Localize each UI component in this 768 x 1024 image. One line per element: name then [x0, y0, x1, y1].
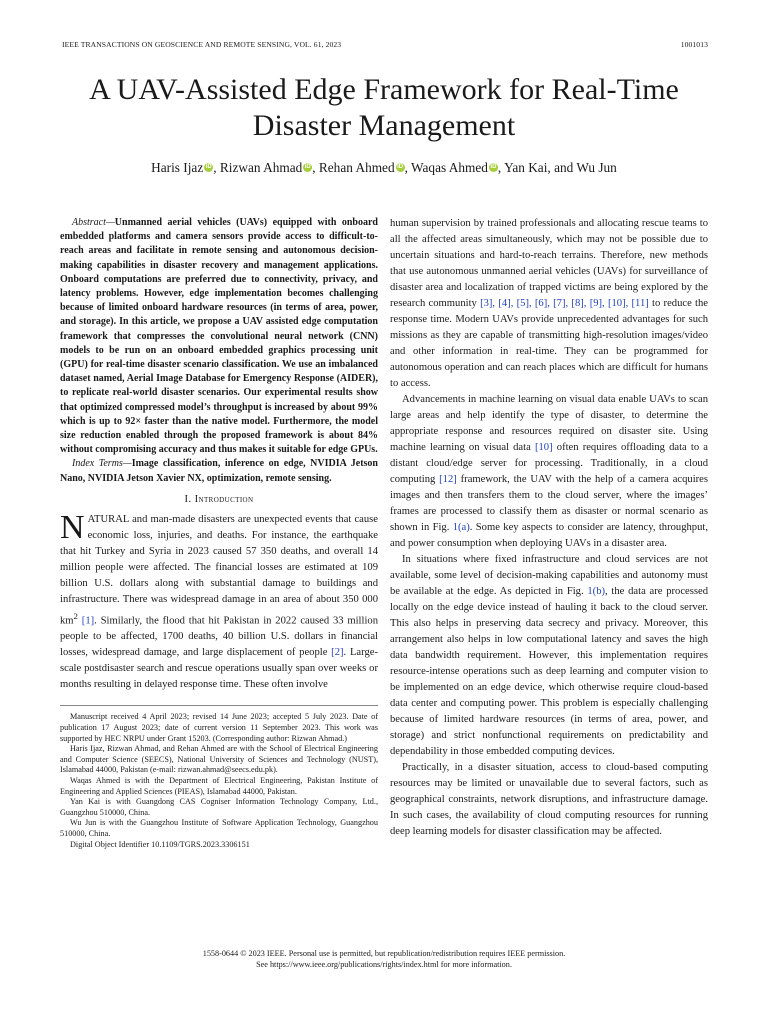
abstract-lead: Abstract— [72, 217, 115, 228]
citation-link[interactable]: [10] [534, 442, 553, 453]
citation-link[interactable]: [1] [81, 615, 95, 627]
abstract [60, 216, 378, 457]
author-1: Haris Ijaz [151, 160, 204, 175]
figure-link[interactable]: 1(a) [452, 522, 470, 533]
journal-name: IEEE TRANSACTIONS ON GEOSCIENCE AND REMOTE SENSING, VOL. 61, 2023 [62, 40, 342, 49]
author-3: Rehan Ahmed [318, 160, 395, 175]
footnote-affiliation-1: Haris Ijaz, Rizwan Ahmad, and Rehan Ahmed are with the School of Electrical Engineering and Computer Science (SEECS), National University of Sciences and Technology (NUST), Islamabad 44000, Pakistan (e-mail: rizwan.ahmad@seecs.edu.pk). [60, 744, 378, 775]
drop-cap: N [60, 508, 85, 546]
paragraph-text: . Some key aspects to consider are latency, throughput, and power consumption when deploying UAVs in a disaster area. [390, 522, 708, 549]
index-terms-lead: Index Terms— [72, 458, 132, 470]
right-column [390, 216, 708, 840]
right-paragraph-4: Practically, in a disaster situation, access to cloud-based computing resources may be limited or unavailable due to several factors, such as geographical constraints, network disruptions, and infrastructure damage. In such cases, the availability of cloud computing resources for running deep learning models for disaster classification may be affected. [390, 762, 708, 837]
author-4: Waqas Ahmed [411, 160, 488, 175]
citation-links[interactable]: [3], [4], [5], [6], [7], [8], [9], [10], [11] [480, 298, 649, 309]
orcid-icon[interactable]: iD [397, 164, 404, 170]
paragraph-text: human supervision by trained professionals and allocating rescue teams to all the affected areas simultaneously, which may not be possible due to uncertain situations and hard-to-reach terrains. Therefore, new methods that use autonomous unmanned aerial vehicles (UAVs) for surveillance of disaster area and localization of trapped victims are being explored by the research community [390, 218, 708, 309]
paragraph-text: often requires offloading data to a distant cloud/edge server for processing. Traditionally, in a cloud computing [390, 442, 708, 485]
paragraph-text: In situations where fixed infrastructure and cloud services are not available, some level of decision-making capabilities and autonomy must be available at the edge. As depicted in Fig. [390, 554, 708, 597]
drop-cap-rest: ATURAL [87, 513, 129, 525]
section-heading [60, 492, 378, 508]
paragraph-text: , the data are processed locally on the edge device instead of hauling it back to the cloud server. This also helps in preserving data secrecy and privacy. Moreover, this arrangement also helps in low computational latency and saves the high data bandwidth requirement. However, this implementation requires resource-intense operations such as deep learning and computer vision to be implemented on an edge device, which otherwise require cloud-based data center and computing power. This problem is especially challenging because of limited hardware resources (in terms of area, power, and storage) and strict nonfunctional requirements on predictability and dependability in those embedded computing devices. [390, 586, 708, 757]
orcid-icon[interactable]: iD [490, 164, 497, 170]
paragraph-text: to reduce the response time. Modern UAVs provide unprecedented advantages for such missions as they are capable of transmitting high-resolution images/video and other information in real-time. They can be programmed for autonomous operation and can reach places which are difficult for humans to access. [390, 298, 708, 389]
author-5: Yan Kai [504, 160, 548, 175]
citation-link[interactable]: [12] [439, 474, 457, 485]
intro-text-a: and man-made disasters are unexpected events that cause economic loss, injuries, and deaths. For instance, the earthquake that hit Turkey and Syria in 2023 caused 57 350 deaths, and overall 14 million people were affected. The financial losses are estimated at 109 billion U.S. dollars along with substantial damage to buildings and infrastructure. There was widespread damage in an area of about 350 000 km [60, 513, 378, 627]
right-paragraph-2 [390, 392, 708, 552]
title-line-1: A UAV-Assisted Edge Framework for Real-Time [89, 73, 679, 106]
section-number: I. [184, 493, 192, 505]
section-title: Introduction [194, 493, 254, 505]
footnote-affiliation-2: Waqas Ahmed is with the Department of Electrical Engineering, Pakistan Institute of Engineering and Applied Sciences (PIEAS), Islamabad 44000, Pakistan. [60, 775, 378, 796]
superscript: 2 [73, 610, 78, 621]
orcid-icon[interactable]: iD [304, 164, 311, 170]
paragraph-text: Advancements in machine learning on visual data enable UAVs to scan large areas and help identify the type of disaster, to determine the appropriate response and resources required on disaster site. Using machine learning on visual data [390, 394, 708, 453]
figure-link[interactable]: 1(b) [587, 586, 606, 597]
index-terms [60, 457, 378, 485]
page-number: 1001013 [680, 40, 708, 49]
intro-text-b: . Similarly, the flood that hit Pakistan in 2022 caused 33 million people to be affected, 1700 deaths, 40 billion U.S. dollars in financial losses, widespread damage, and large displacement of people [60, 615, 378, 659]
index-terms-text: Image classification, inference on edge, NVIDIA Jetson Nano, NVIDIA Jetson Xavier NX, optimization, remote sensing. [60, 458, 378, 484]
footer-line-1: 1558-0644 © 2023 IEEE. Personal use is permitted, but republication/redistribution requires IEEE permission. [202, 949, 566, 958]
orcid-icon[interactable]: iD [205, 164, 212, 170]
footnote-affiliation-4: Wu Jun is with the Guangzhou Institute of Software Application Technology, Guangzhou 510000, China. [60, 818, 378, 838]
paper-title [60, 72, 708, 144]
footer-line-2: See https://www.ieee.org/publications/rights/index.html for more information. [256, 960, 512, 969]
intro-paragraph-1 [60, 508, 378, 694]
running-header [62, 40, 708, 52]
author-list: Haris Ijaz iD , Rizwan Ahmad iD , Rehan Ahmed iD , Waqas Ahmed iD , Yan Kai, and Wu Jun [151, 160, 617, 175]
author-6: Wu Jun [576, 160, 617, 175]
author-2: Rizwan Ahmad [219, 160, 303, 175]
copyright-footer [60, 948, 708, 970]
footnote-affiliation-3: Yan Kai is with Guangdong CAS Cogniser Information Technology Company, Ltd., Guangzhou 510000, China. [60, 797, 378, 817]
title-line-2: Disaster Management [252, 109, 516, 142]
right-paragraph-3 [390, 552, 708, 760]
abstract-text: Unmanned aerial vehicles (UAVs) equipped with onboard embedded platforms and camera sensors provide access to difficult-to-reach areas and facilitate in remote sensing and autonomous decision-making capabilities in disaster recovery and management applications. Onboard computations are preferred due to connectivity, privacy, and latency problems. However, edge implementation becomes challenging because of limited onboard hardware resources (in terms of area, power, and storage). In this article, we propose a UAV assisted edge computation framework that compresses the convolutional neural network (CNN) models to be run on an onboard embedded graphics processing unit (GPU) for real-time disaster scenario classification. We use an imbalanced dataset named, Aerial Image Database for Emergency Response (AIDER), to replicate real-world disaster scenarios. Our experimental results show that optimized compressed model’s throughput is increased by about 99% which is up to 92× faster than the native model. Furthermore, the model size reduction enabled through the proposed framework is about 84% without compromising accuracy and thus makes it suitable for edge GPUs. [60, 217, 378, 456]
footnotes [60, 705, 378, 850]
left-column [60, 216, 378, 850]
paragraph-text: framework, the UAV with the help of a camera acquires images and then transfers them to the cloud server, where the images’ frames are processed to classify them as disaster or normal scenario as shown in Fig. [390, 474, 708, 533]
citation-link[interactable]: [2] [331, 647, 344, 659]
right-paragraph-1 [390, 216, 708, 392]
footnote-doi: Digital Object Identifier 10.1109/TGRS.2023.3306151 [70, 839, 250, 849]
footnote-manuscript: Manuscript received 4 April 2023; revised 14 June 2023; accepted 5 July 2023. Date of publication 17 August 2023; date of current version 11 September 2023. This work was supported by HEC NRPU under Grant 15203. (Corresponding author: Rizwan Ahmad.) [60, 712, 378, 743]
intro-text-c: . Large-scale postdisaster search and rescue operations usually span over weeks or months resulting in delayed response time. These often involve [60, 647, 378, 691]
